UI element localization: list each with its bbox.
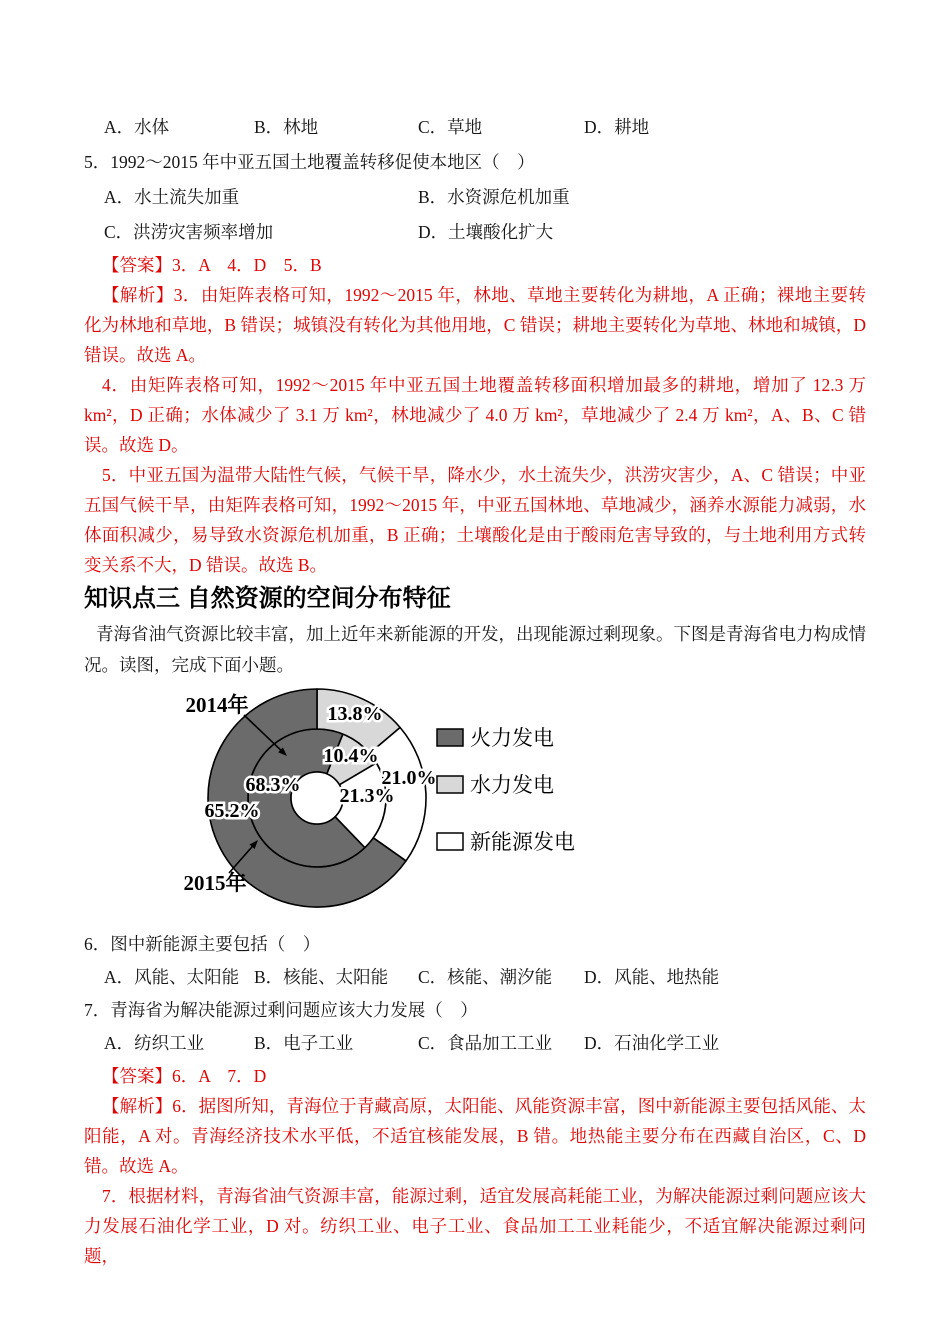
legend-swatch-火力发电 bbox=[437, 729, 463, 746]
slice-label-o_thermal: 65.2% bbox=[204, 800, 260, 822]
slice-label-i_hydro: 10.4% bbox=[323, 745, 379, 767]
slice-label-o_new: 21.0% bbox=[381, 767, 437, 789]
q5-option-d: D．土壤酸化扩大 bbox=[418, 222, 554, 242]
legend-label-水力发电: 水力发电 bbox=[470, 773, 554, 797]
q5-stem: 5．1992～2015 年中亚五国土地覆盖转移促使本地区（ ） bbox=[84, 152, 535, 172]
q6-option-d: D．风能、地热能 bbox=[584, 967, 720, 987]
slice-label-o_hydro: 13.8% bbox=[327, 703, 383, 725]
q6-option-c: C．核能、潮汐能 bbox=[418, 967, 553, 987]
q7-option-b: B．电子工业 bbox=[254, 1033, 354, 1053]
q6-stem: 6．图中新能源主要包括（ ） bbox=[84, 934, 321, 954]
q4-option-a: A．水体 bbox=[104, 117, 170, 137]
section-heading: 知识点三 自然资源的空间分布特征 bbox=[84, 585, 451, 612]
q6-options-row bbox=[84, 962, 866, 993]
analysis-q3: 【解析】3．由矩阵表格可知，1992～2015 年，林地、草地主要转化为耕地，A 正确；裸地主要转化为林地和草地，B 错误；城镇没有转化为其他用地，C 错误；耕地主要转化为草地、林地和城镇，D 错误。故选 A。 bbox=[84, 285, 866, 365]
q5-options-row-2 bbox=[84, 217, 866, 248]
q5-option-a: A．水土流失加重 bbox=[104, 187, 240, 207]
legend-label-火力发电: 火力发电 bbox=[470, 726, 554, 750]
legend-label-新能源发电: 新能源发电 bbox=[470, 830, 575, 854]
q7-options-row bbox=[84, 1028, 866, 1059]
q4-option-c: C．草地 bbox=[418, 117, 483, 137]
electricity-chart-svg bbox=[184, 677, 644, 917]
q4-option-d: D．耕地 bbox=[584, 117, 650, 137]
q7-option-a: A．纺织工业 bbox=[104, 1033, 205, 1053]
q4-options-row bbox=[84, 112, 866, 143]
analysis-q4: 4．由矩阵表格可知，1992～2015 年中亚五国土地覆盖转移面积增加最多的耕地，增加了 12.3 万 km²，D 正确；水体减少了 3.1 万 km²，林地减少了 4.0 万 km²，草地减少了 2.4 万 km²，A、B、C 错误。故选 D。 bbox=[84, 375, 866, 455]
q7-stem: 7．青海省为解决能源过剩问题应该大力发展（ ） bbox=[84, 1000, 478, 1020]
slice-label-i_new: 21.3% bbox=[339, 785, 395, 807]
q6-option-a: A．风能、太阳能 bbox=[104, 967, 240, 987]
electricity-pie-chart bbox=[84, 677, 866, 917]
q5-option-c: C．洪涝灾害频率增加 bbox=[104, 222, 274, 242]
answer-line-67: 【答案】6．A 7．D bbox=[102, 1066, 267, 1086]
intro-paragraph: 青海省油气资源比较丰富，加上近年来新能源的开发，出现能源过剩现象。下图是青海省电力构成情况。读图，完成下面小题。 bbox=[84, 624, 866, 675]
analysis-q7: 7．根据材料，青海省油气资源丰富，能源过剩，适宜发展高耗能工业，为解决能源过剩问题应该大力发展石油化学工业，D 对。纺织工业、电子工业、食品加工工业耗能少，不适宜解决能源过剩问题， bbox=[84, 1186, 866, 1266]
q7-option-d: D．石油化学工业 bbox=[584, 1033, 720, 1053]
q4-option-b: B．林地 bbox=[254, 117, 319, 137]
slice-label-i_thermal: 68.3% bbox=[245, 774, 301, 796]
legend-swatch-新能源发电 bbox=[437, 833, 463, 850]
q5-options-row-1 bbox=[84, 182, 866, 213]
q6-option-b: B．核能、太阳能 bbox=[254, 967, 389, 987]
ring-year-label-1: 2015年 bbox=[184, 871, 247, 895]
legend-swatch-水力发电 bbox=[437, 776, 463, 793]
answer-line-345: 【答案】3．A 4．D 5．B bbox=[102, 255, 322, 275]
analysis-q6: 【解析】6．据图所知，青海位于青藏高原，太阳能、风能资源丰富，图中新能源主要包括风能、太阳能，A 对。青海经济技术水平低，不适宜核能发展，B 错。地热能主要分布在西藏自治区，C、D 错。故选 A。 bbox=[84, 1096, 866, 1176]
ring-year-label-0: 2014年 bbox=[185, 693, 249, 717]
analysis-q5: 5．中亚五国为温带大陆性气候，气候干旱，降水少，水土流失少，洪涝灾害少，A、C 错误；中亚五国气候干旱，由矩阵表格可知，1992～2015 年，中亚五国林地、草地减少，涵养水源能力减弱，水体面积减少，易导致水资源危机加重，B 正确；土壤酸化是由于酸雨危害导致的，与土地利用方式转变关系不大，D 错误。故选 B。 bbox=[84, 465, 866, 575]
q5-option-b: B．水资源危机加重 bbox=[418, 187, 570, 207]
q7-option-c: C．食品加工工业 bbox=[418, 1033, 553, 1053]
